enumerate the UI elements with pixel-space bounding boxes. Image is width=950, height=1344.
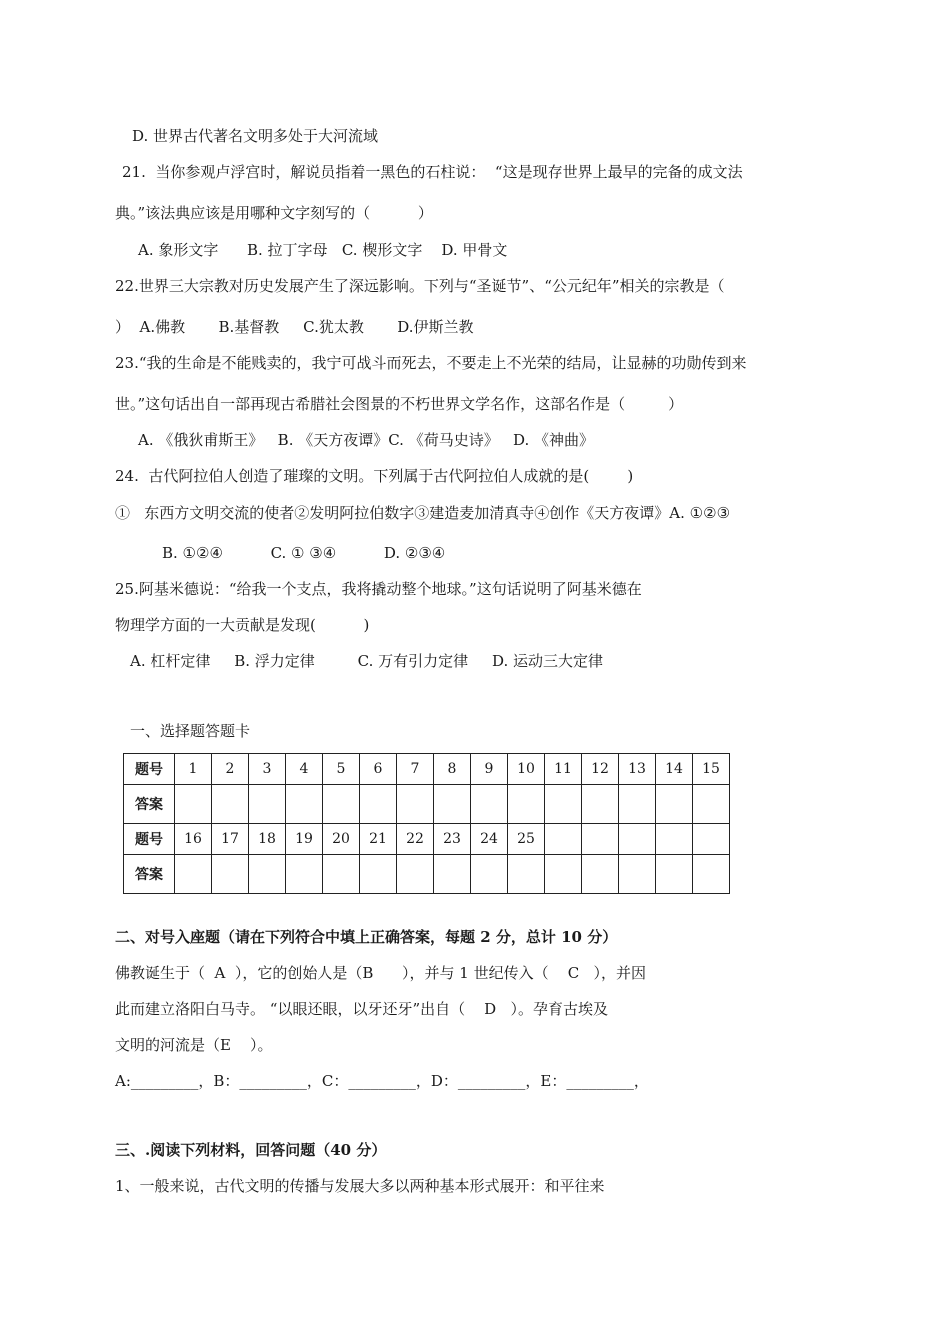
answer-cell[interactable] [360,855,397,894]
question-number [656,824,693,855]
answer-cell[interactable] [175,785,212,824]
question-number: 12 [582,754,619,785]
question-number: 3 [249,754,286,785]
q21-stem-2: 典。”该法典应该是用哪种文字刻写的（ ） [115,204,433,222]
answer-cell[interactable] [434,785,471,824]
answer-cell[interactable] [434,855,471,894]
question-number: 16 [175,824,212,855]
question-number: 17 [212,824,249,855]
question-number [693,824,730,855]
answer-cell[interactable] [656,785,693,824]
question-number: 15 [693,754,730,785]
question-number: 7 [397,754,434,785]
answer-cell[interactable] [323,855,360,894]
section2-title: 二、对号入座题（请在下列符合中填上正确答案，每题 2 分，总计 10 分） [115,928,618,946]
q22-stem-1: 22.世界三大宗教对历史发展产生了深远影响。下列与“圣诞节”、“公元纪年”相关的宗教是（ [115,277,725,295]
q25-stem-1: 25.阿基米德说：“给我一个支点，我将撬动整个地球。”这句话说明了阿基米德在 [115,580,642,598]
answer-cell[interactable] [175,855,212,894]
answer-cell[interactable] [360,785,397,824]
question-number: 23 [434,824,471,855]
section2-line-2: 此而建立洛阳白马寺。 “以眼还眼，以牙还牙”出自（ D ）。孕育古埃及 [115,1000,609,1018]
section2-blanks: A:_________，B：_________，C：_________，D：_________，E：_________， [115,1072,649,1090]
q23-stem-1: 23.“我的生命是不能贱卖的，我宁可战斗而死去，不要走上不光荣的结局，让显赫的功勋传到来 [115,354,747,372]
section3-title: 三、.阅读下列材料，回答问题（40 分） [115,1141,387,1159]
answer-card-table [123,753,730,894]
q24-stem-1: 24. 古代阿拉伯人创造了璀璨的文明。下列属于古代阿拉伯人成就的是( ) [115,467,634,485]
q24-options: B. ①②④ C. ① ③④ D. ②③④ [162,544,446,562]
section3-line-1: 1、一般来说，古代文明的传播与发展大多以两种基本形式展开：和平往来 [115,1177,605,1195]
question-number: 18 [249,824,286,855]
answer-cell[interactable] [508,785,545,824]
question-number: 10 [508,754,545,785]
answer-cell[interactable] [619,855,656,894]
answer-cell[interactable] [545,855,582,894]
section2-line-3: 文明的河流是（E ）。 [115,1036,273,1054]
section2-line-1: 佛教诞生于（ A ），它的创始人是（B ），并与 1 世纪传入（ C ），并因 [115,964,646,982]
answer-label: 答案 [124,855,175,894]
answer-cell[interactable] [508,855,545,894]
q25-options: A. 杠杆定律 B. 浮力定律 C. 万有引力定律 D. 运动三大定律 [130,652,604,670]
answer-card-title: 一、选择题答题卡 [130,722,251,740]
answer-row-2 [124,855,730,894]
question-number: 22 [397,824,434,855]
q23-options: A. 《俄狄甫斯王》 B. 《天方夜谭》C. 《荷马史诗》 D. 《神曲》 [138,431,595,449]
answer-cell[interactable] [249,785,286,824]
answer-cell[interactable] [693,785,730,824]
question-number: 8 [434,754,471,785]
answer-cell[interactable] [471,785,508,824]
question-number: 5 [323,754,360,785]
number-label: 题号 [124,824,175,855]
answer-label: 答案 [124,785,175,824]
answer-cell[interactable] [619,785,656,824]
question-number [619,824,656,855]
question-number: 11 [545,754,582,785]
question-number: 4 [286,754,323,785]
question-number: 1 [175,754,212,785]
q24-stem-2: ① 东西方文明交流的使者②发明阿拉伯数字③建造麦加清真寺④创作《天方夜谭》A. ①②③ [115,504,731,522]
q25-stem-2: 物理学方面的一大贡献是发现( ) [115,616,370,634]
answer-cell[interactable] [545,785,582,824]
answer-cell[interactable] [397,785,434,824]
answer-cell[interactable] [656,855,693,894]
answer-cell[interactable] [249,855,286,894]
question-number: 25 [508,824,545,855]
answer-cell[interactable] [286,855,323,894]
question-number [582,824,619,855]
question-number [545,824,582,855]
answer-cell[interactable] [286,785,323,824]
answer-cell[interactable] [397,855,434,894]
answer-cell[interactable] [471,855,508,894]
q23-stem-2: 世。”这句话出自一部再现古希腊社会图景的不朽世界文学名作，这部名作是（ ） [115,395,684,413]
answer-cell[interactable] [323,785,360,824]
q21-stem-1: 21. 当你参观卢浮宫时，解说员指着一黑色的石柱说： “这是现存世界上最早的完备的成文法 [122,163,743,181]
question-number: 2 [212,754,249,785]
answer-cell[interactable] [212,855,249,894]
question-number: 21 [360,824,397,855]
number-row-1 [124,754,730,785]
question-number: 19 [286,824,323,855]
q21-options: A. 象形文字 B. 拉丁字母 C. 楔形文字 D. 甲骨文 [138,241,508,259]
question-number: 6 [360,754,397,785]
answer-cell[interactable] [212,785,249,824]
answer-cell[interactable] [582,785,619,824]
question-number: 20 [323,824,360,855]
answer-cell[interactable] [693,855,730,894]
number-label: 题号 [124,754,175,785]
question-number: 24 [471,824,508,855]
question-number: 9 [471,754,508,785]
q22-stem-2: ） A.佛教 B.基督教 C.犹太教 D.伊斯兰教 [115,318,474,336]
answer-row-1 [124,785,730,824]
number-row-2 [124,824,730,855]
answer-cell[interactable] [582,855,619,894]
q20-option-d: D. 世界古代著名文明多处于大河流域 [132,127,379,145]
question-number: 13 [619,754,656,785]
question-number: 14 [656,754,693,785]
